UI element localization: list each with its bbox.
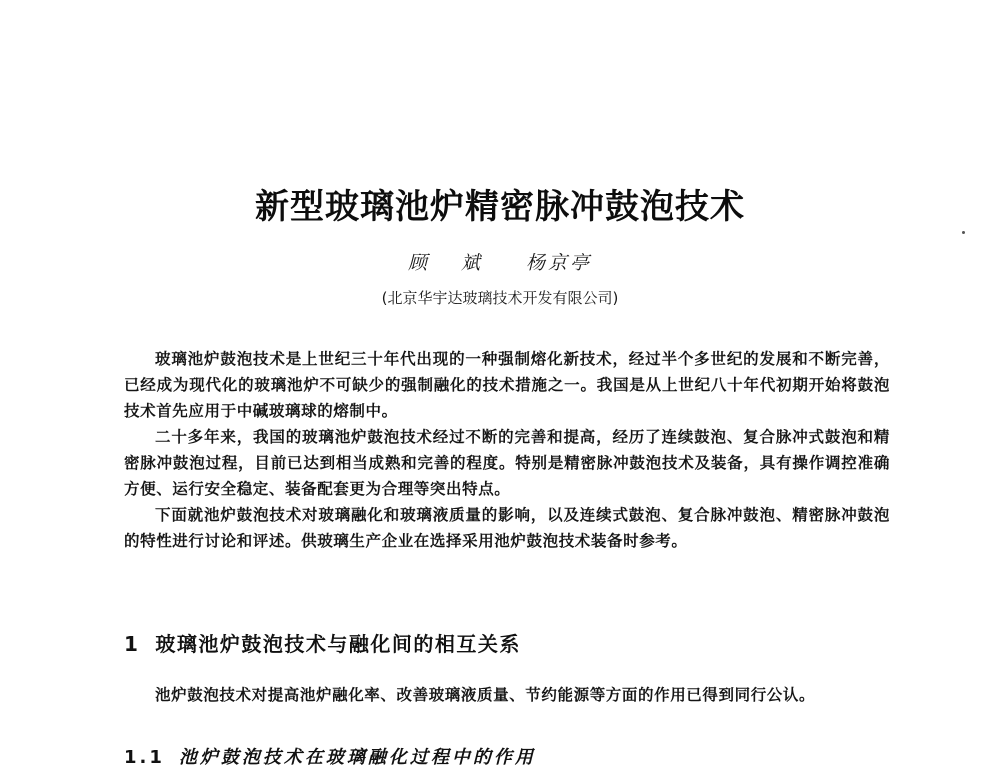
paper-title: 新型玻璃池炉精密脉冲鼓泡技术 [255,187,745,227]
scan-speck [962,231,965,234]
author-line [0,250,1000,276]
section-body [124,682,890,708]
section-title: 玻璃池炉鼓泡技术与融化间的相互关系 [155,632,521,656]
paragraph: 池炉鼓泡技术对提高池炉融化率、改善玻璃液质量、节约能源等方面的作用已得到同行公认。 [155,686,816,704]
subsection-number: 1.1 [124,747,165,768]
affiliation: (北京华宇达玻璃技术开发有限公司) [381,289,619,307]
section-number: 1 [124,632,140,656]
subsection-title: 池炉鼓泡技术在玻璃融化过程中的作用 [178,747,536,768]
section-heading [124,630,521,658]
subsection-heading [124,745,536,771]
author-name: 顾 斌 [407,252,494,274]
paragraph: 玻璃池炉鼓泡技术是上世纪三十年代出现的一种强制熔化新技术，经过半个多世纪的发展和不断完善，已经成为现代化的玻璃池炉不可缺少的强制融化的技术措施之一。我国是从上世纪八十年代初期开始将鼓泡技术首先应用于中碱玻璃球的熔制中。 [124,350,890,420]
paragraph: 下面就池炉鼓泡技术对玻璃融化和玻璃液质量的影响，以及连续式鼓泡、复合脉冲鼓泡、精密脉冲鼓泡的特性进行讨论和评述。供玻璃生产企业在选择采用池炉鼓泡技术装备时参考。 [124,506,890,550]
author-name: 杨京亭 [526,252,593,274]
intro-body [124,346,890,554]
paragraph: 二十多年来，我国的玻璃池炉鼓泡技术经过不断的完善和提高，经历了连续鼓泡、复合脉冲式鼓泡和精密脉冲鼓泡过程，目前已达到相当成熟和完善的程度。特别是精密脉冲鼓泡技术及装备，具有操作调控准确方便、运行安全稳定、装备配套更为合理等突出特点。 [124,428,890,498]
